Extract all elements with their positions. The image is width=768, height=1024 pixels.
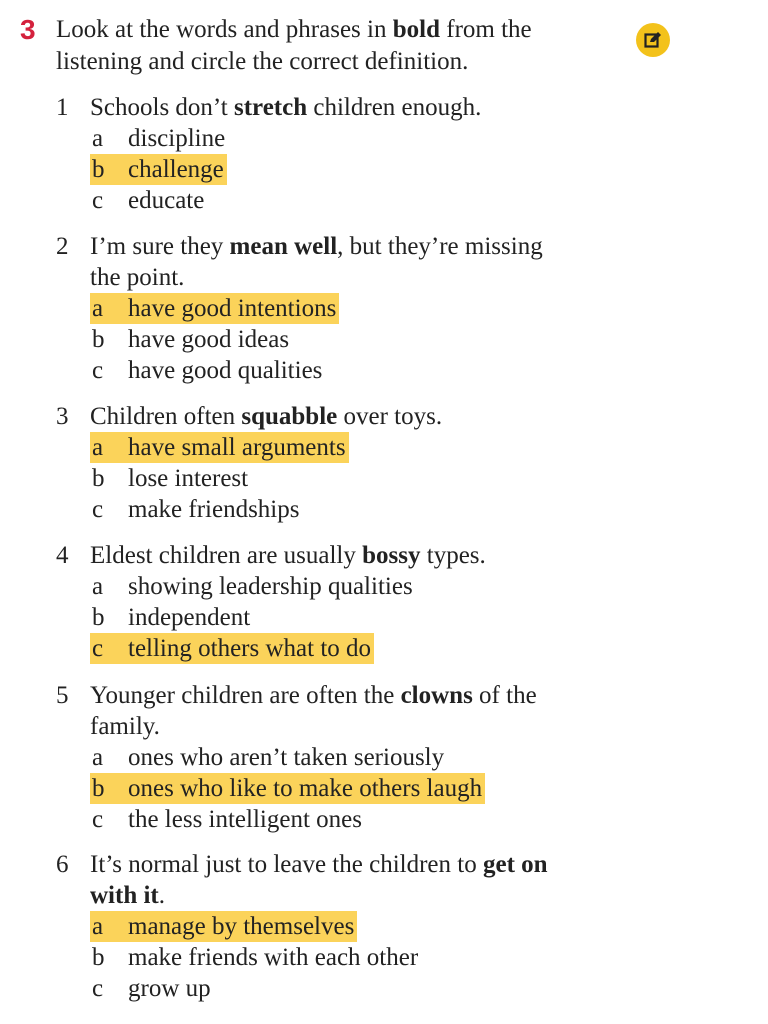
question-text xyxy=(90,401,442,432)
target-word: get on xyxy=(482,851,548,878)
instruction-line-2: listening and circle the correct definition. xyxy=(56,48,469,75)
option-letter: c xyxy=(92,635,104,662)
question-number: 1 xyxy=(56,94,69,121)
question-stem xyxy=(56,849,616,880)
option-text: discipline xyxy=(128,125,226,152)
question-text xyxy=(90,849,548,880)
option-letter: b xyxy=(92,604,105,631)
target-word: with it xyxy=(90,882,159,909)
option-c[interactable] xyxy=(90,494,616,525)
stem-text: of the xyxy=(472,682,537,709)
stem-text: It’s normal just to leave the children to xyxy=(90,851,483,878)
instruction-line-1 xyxy=(56,14,616,46)
option-letter: b xyxy=(92,465,105,492)
option-text: have good qualities xyxy=(128,357,323,384)
option-text: have small arguments xyxy=(128,434,346,461)
option-letter: a xyxy=(92,744,104,771)
option-b[interactable] xyxy=(90,324,616,355)
question-number: 5 xyxy=(56,682,69,709)
pencil-square-icon xyxy=(644,31,662,49)
stem-text: over toys. xyxy=(337,403,443,430)
option-letter: a xyxy=(92,573,104,600)
question-stem xyxy=(56,540,616,571)
option-text: showing leadership qualities xyxy=(128,573,413,600)
option-a[interactable] xyxy=(90,571,616,602)
target-word: stretch xyxy=(234,94,308,121)
question-number: 6 xyxy=(56,851,69,878)
option-c[interactable] xyxy=(90,804,616,835)
question-5 xyxy=(56,680,616,835)
option-a[interactable] xyxy=(90,432,616,463)
question-text-cont xyxy=(56,880,616,911)
question-text xyxy=(90,540,486,571)
question-stem xyxy=(56,680,616,711)
option-text: ones who like to make others laugh xyxy=(128,775,483,802)
instruction-text: from the xyxy=(440,16,532,43)
option-c[interactable] xyxy=(90,185,616,216)
question-text xyxy=(90,92,481,123)
option-a[interactable] xyxy=(90,742,616,773)
stem-text: Schools don’t xyxy=(90,94,234,121)
question-6 xyxy=(56,849,616,1004)
option-text: challenge xyxy=(128,156,224,183)
question-number: 4 xyxy=(56,542,69,569)
option-text: make friendships xyxy=(128,496,300,523)
option-c[interactable] xyxy=(90,973,616,1004)
option-b[interactable] xyxy=(90,154,616,185)
question-text-cont: the point. xyxy=(90,264,185,291)
target-word: mean well xyxy=(229,233,338,260)
option-a[interactable] xyxy=(90,123,616,154)
option-letter: b xyxy=(92,156,105,183)
option-letter: b xyxy=(92,944,105,971)
question-2 xyxy=(56,231,616,386)
option-text: the less intelligent ones xyxy=(128,806,362,833)
option-letter: c xyxy=(92,975,104,1002)
stem-text: Children often xyxy=(90,403,242,430)
option-letter: b xyxy=(92,326,105,353)
stem-text: children enough. xyxy=(307,94,482,121)
question-text xyxy=(90,231,543,262)
target-word: squabble xyxy=(241,403,338,430)
option-letter: a xyxy=(92,295,104,322)
option-letter: c xyxy=(92,357,104,384)
option-letter: a xyxy=(92,125,104,152)
stem-text: Younger children are often the xyxy=(90,682,401,709)
option-text: ones who aren’t taken seriously xyxy=(128,744,445,771)
option-c[interactable] xyxy=(90,633,616,664)
option-text: telling others what to do xyxy=(128,635,372,662)
question-stem xyxy=(56,401,616,432)
option-b[interactable] xyxy=(90,773,616,804)
instruction xyxy=(56,14,616,78)
target-word: bossy xyxy=(362,542,421,569)
option-text: independent xyxy=(128,604,251,631)
question-4 xyxy=(56,540,616,664)
stem-text: types. xyxy=(420,542,486,569)
edit-pencil-icon[interactable] xyxy=(636,23,670,57)
question-stem xyxy=(56,92,616,123)
option-text: lose interest xyxy=(128,465,249,492)
option-text: make friends with each other xyxy=(128,944,419,971)
question-1 xyxy=(56,92,616,216)
option-letter: a xyxy=(92,434,104,461)
stem-text: , but they’re missing xyxy=(337,233,543,260)
stem-text: Eldest children are usually xyxy=(90,542,363,569)
option-b[interactable] xyxy=(90,942,616,973)
option-text: have good ideas xyxy=(128,326,290,353)
option-letter: a xyxy=(92,913,104,940)
option-text: grow up xyxy=(128,975,211,1002)
exercise-number: 3 xyxy=(20,14,36,45)
option-letter: c xyxy=(92,806,104,833)
question-text xyxy=(90,680,537,711)
option-letter: b xyxy=(92,775,105,802)
question-text-cont: family. xyxy=(90,713,160,740)
instruction-bold: bold xyxy=(392,16,440,43)
option-b[interactable] xyxy=(90,602,616,633)
question-3 xyxy=(56,401,616,525)
option-letter: c xyxy=(92,187,104,214)
question-number: 2 xyxy=(56,233,69,260)
instruction-text: Look at the words and phrases in xyxy=(56,16,393,43)
target-word: clowns xyxy=(400,682,473,709)
option-b[interactable] xyxy=(90,463,616,494)
question-stem xyxy=(56,231,616,262)
option-a[interactable] xyxy=(90,293,616,324)
stem-text: . xyxy=(158,882,165,909)
question-number: 3 xyxy=(56,403,69,430)
stem-text: I’m sure they xyxy=(90,233,230,260)
option-text: manage by themselves xyxy=(128,913,355,940)
option-a[interactable] xyxy=(90,911,616,942)
option-text: educate xyxy=(128,187,205,214)
option-letter: c xyxy=(92,496,104,523)
option-text: have good intentions xyxy=(128,295,337,322)
option-c[interactable] xyxy=(90,355,616,386)
